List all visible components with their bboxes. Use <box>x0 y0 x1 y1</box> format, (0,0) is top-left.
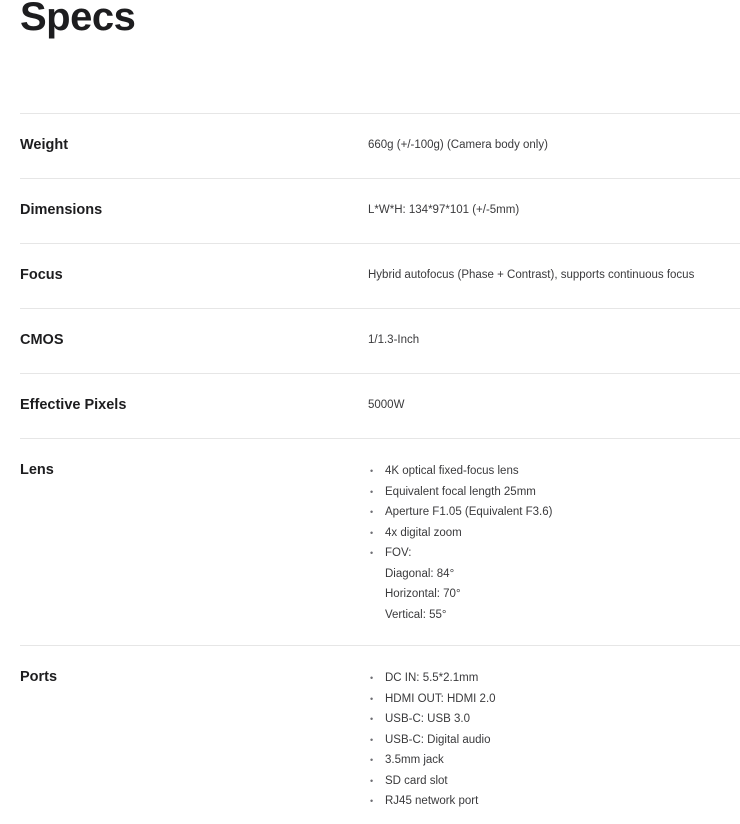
specs-table <box>20 113 740 824</box>
spec-row-cmos <box>20 308 740 373</box>
list-item-sub: Diagonal: 84° <box>385 567 455 580</box>
spec-row-ports <box>20 645 740 824</box>
spec-list <box>368 461 552 625</box>
list-item: • 4x digital zoom <box>368 523 552 544</box>
spec-value: 5000W <box>368 399 405 411</box>
spec-row-dimensions <box>20 178 740 243</box>
spec-label: Ports <box>20 669 58 685</box>
spec-label: Weight <box>20 137 69 153</box>
spec-label: Effective Pixels <box>20 397 127 413</box>
spec-label: Dimensions <box>20 202 103 218</box>
spec-list <box>368 668 496 812</box>
page-title: Specs <box>20 0 136 39</box>
spec-row-effective-pixels <box>20 373 740 438</box>
list-item-sub: Horizontal: 70° <box>385 588 461 600</box>
list-item: • USB-C: USB 3.0 <box>368 709 496 730</box>
spec-value: 660g (+/-100g) (Camera body only) <box>368 139 548 151</box>
list-item: • SD card slot <box>368 771 496 792</box>
list-item: • DC IN: 5.5*2.1mm <box>368 668 496 689</box>
spec-label: CMOS <box>20 332 64 348</box>
spec-label: Focus <box>20 267 63 283</box>
list-item: • Aperture F1.05 (Equivalent F3.6) <box>368 502 552 523</box>
spec-row-lens <box>20 438 740 645</box>
list-item: • Equivalent focal length 25mm <box>368 482 552 503</box>
spec-row-focus <box>20 243 740 308</box>
spec-label: Lens <box>20 462 54 478</box>
list-item: • FOV: <box>368 543 552 564</box>
spec-row-weight <box>20 113 740 178</box>
list-item-sub: Vertical: 55° <box>385 608 447 621</box>
spec-value: L*W*H: 134*97*101 (+/-5mm) <box>368 204 520 216</box>
list-item: • RJ45 network port <box>368 791 496 812</box>
spec-value: Hybrid autofocus (Phase + Contrast), supports continuous focus <box>368 269 695 281</box>
list-item: • USB-C: Digital audio <box>368 730 496 751</box>
spec-value: 1/1.3-Inch <box>368 334 420 346</box>
list-item: • HDMI OUT: HDMI 2.0 <box>368 689 496 710</box>
list-item: • 3.5mm jack <box>368 750 496 771</box>
list-item: • 4K optical fixed-focus lens <box>368 461 552 482</box>
